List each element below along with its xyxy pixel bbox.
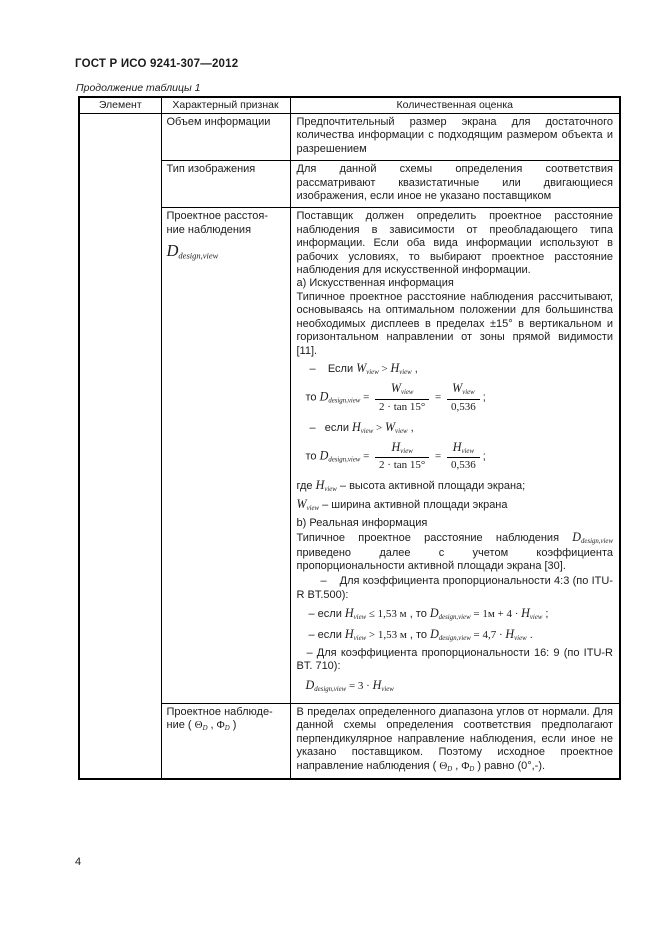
value-cell-volume: Предпочтительный размер экрана для достаточного количества информации с подходящим размером объекта и разрешением: [290, 114, 620, 161]
document-code: ГОСТ Р ИСО 9241-307—2012: [75, 58, 239, 70]
value-cell-viewing-direction: В пределах определенного диапазона углов от нормали. Для данной схемы определения соответствия предполагают перпендикулярное направление наблюдения, если иное не указано поставщиком. Поэтому исходное проектное направление наблюдения ( ΘD , ΦD ) равно (0°,-).: [290, 703, 620, 778]
feature-cell-viewing-direction: Проектное наблюде- ние ( ΘD , ΦD ): [161, 703, 290, 778]
value-cell-viewing-distance: Поставщик должен определить проектное расстояние наблюдения в зависимости от преобладающего типа информации. Если оба вида информации используют в рабочих условиях, то выбирают проектное расстояние наблюдения для искусственной информации. а) Искусственная информация Типичное проектное расстояние наблюдения рассчитывают, основываясь на оптимальном положении для большинства необходимых дисплеев в пределах ±15° в вертикальном и горизонтальном направлении от зоны прямой видимости [11]. – Если Wview > Hview , то Ddesign,view = $\frac{\text{Wview}}{2 \cdot \tan 15^\circ}$ = $\frac{\text{Wview}}{0,536}$ ; – если Hview > Wview , то Ddesign,view = $\frac{\text{Hview}}{2 \cdot \tan 15^\circ}$ = $\frac{\text{Hview}}{0,536}$ ; где Hview – высота активной площади экрана; Wview – ширина активной площади экрана b) Реальная информация Типичное проектное расстояние наблюдения Ddesign,view приведено далее с учетом коэффициента пропорциональности активной площади экрана [30]. – Для коэффициента пропорциональности 4:3 (по ITU-R BT.500): – если Hview ≤ 1,53 м , то Ddesign,view = 1м + 4 · Hview ; – если Hview > 1,53 м , то Ddesign,view = 4,7 · Hview . – Для коэффициента пропорциональности 16: 9 (по ITU-R BT. 710): Ddesign,view = 3 · Hview: [290, 208, 620, 704]
header-cell-feature: Характерный признак: [161, 97, 290, 114]
feature-cell-viewing-distance: Проектное расстоя- ние наблюдения Ddesign,view: [161, 208, 290, 704]
table-row-design-viewing-direction: [79, 703, 620, 778]
table-continuation-caption: Продолжение таблицы 1: [76, 82, 201, 94]
value-cell-image-type: Для данной схемы определения соответствия рассматривают квазистатичные или двигающиеся изображения, если иное не указано поставщиком: [290, 161, 620, 208]
table-row-volume: [79, 114, 620, 161]
header-cell-value: Количественная оценка: [290, 97, 620, 114]
table-row-design-viewing-distance: [79, 208, 620, 704]
feature-cell-image-type: Тип изображения: [161, 161, 290, 208]
table-row-image-type: [79, 161, 620, 208]
characteristics-table: [78, 96, 621, 780]
header-cell-element: Элемент: [79, 97, 161, 114]
element-cell-empty: [79, 114, 161, 779]
page-number: 4: [75, 856, 82, 868]
table-header-row: [79, 97, 620, 114]
feature-cell-volume: Объем информации: [161, 114, 290, 161]
